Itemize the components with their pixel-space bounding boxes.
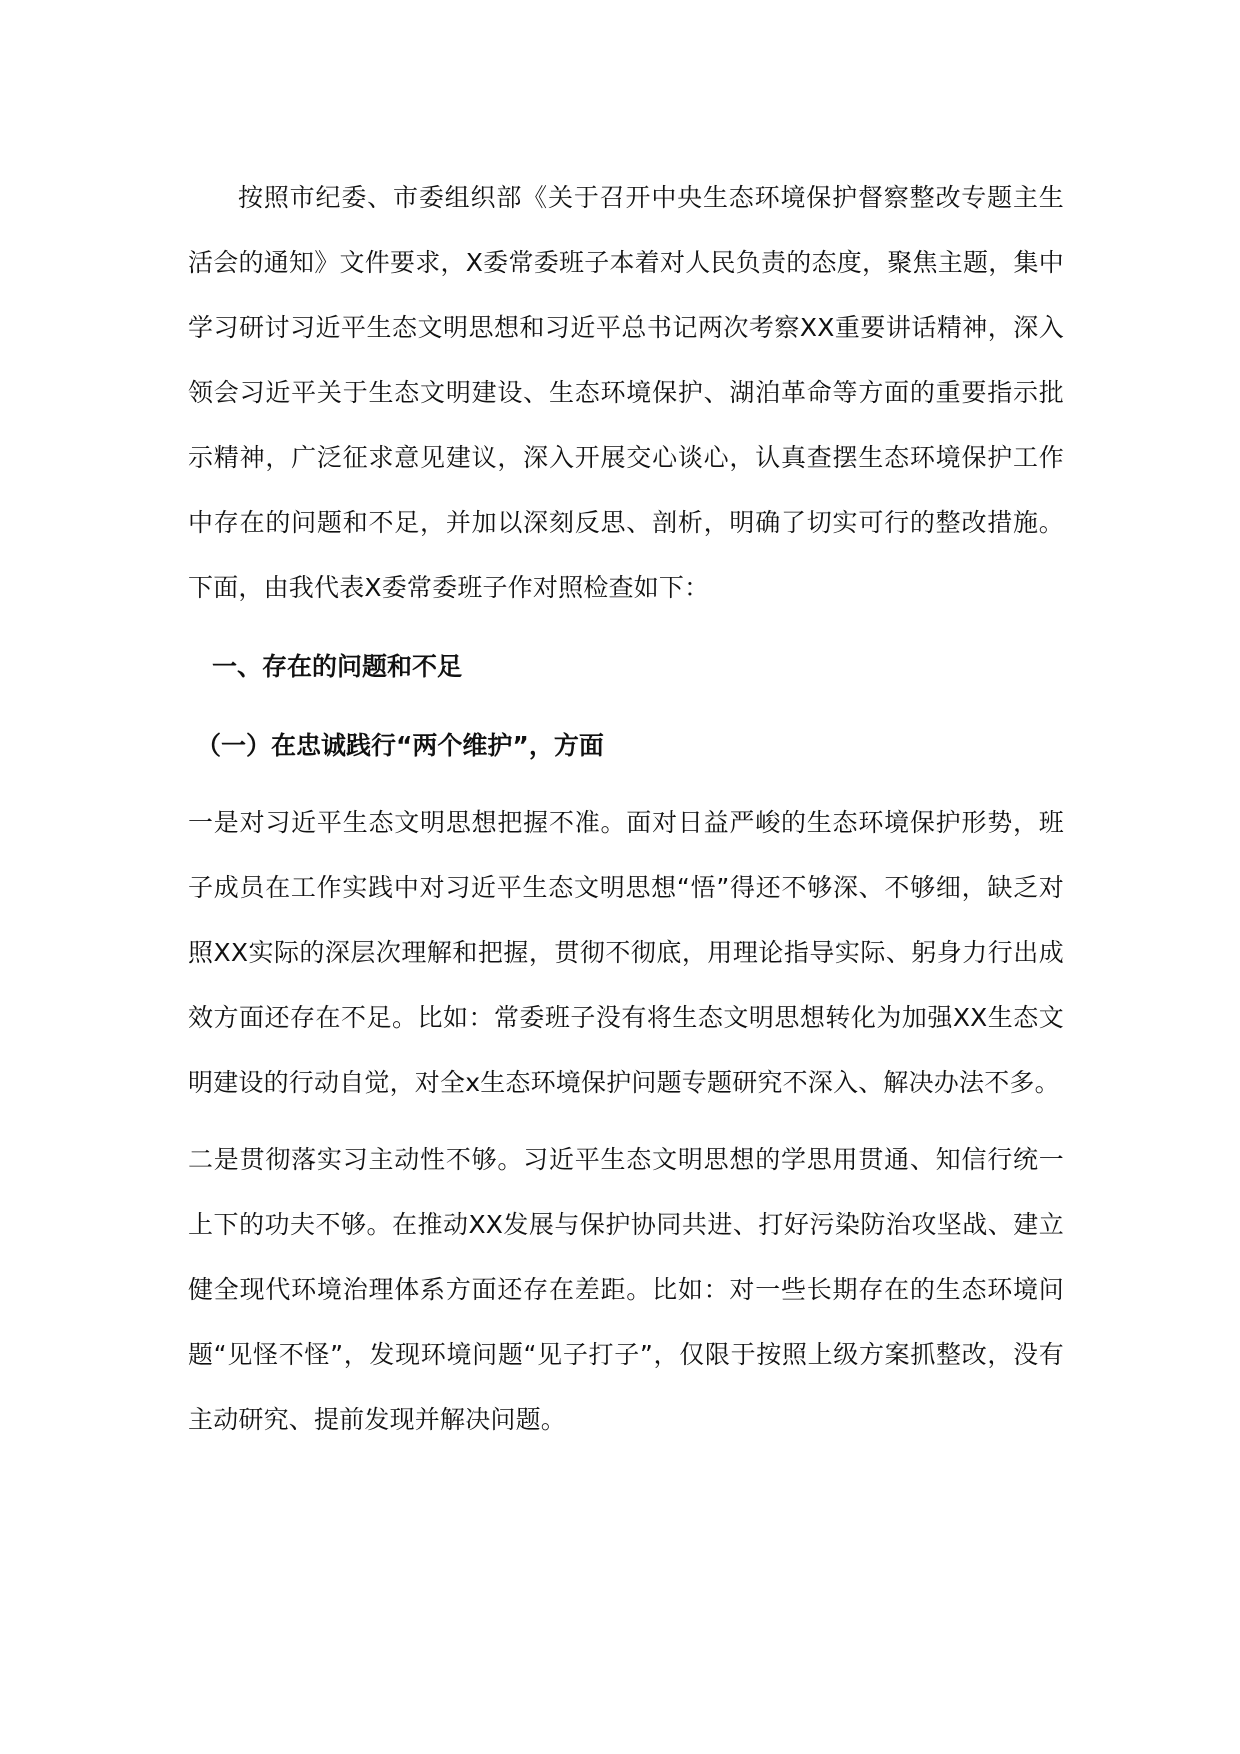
issue-paragraph-2: 二是贯彻落实习主动性不够。习近平生态文明思想的学思用贯通、知信行统一上下的功夫不够。在推动XX发展与保护协同共进、打好污染防治攻坚战、建立健全现代环境治理体系方面还存在差距。比如：对一些长期存在的生态环境问题“见怪不怪”，发现环境问题“见子打子”，仅限于按照上级方案抓整改，没有主动研究、提前发现并解决问题。 xyxy=(188,1145,1064,1434)
issue-paragraph-1: 一是对习近平生态文明思想把握不准。面对日益严峻的生态环境保护形势，班子成员在工作实践中对习近平生态文明思想“悟”得还不够深、不够细，缺乏对照XX实际的深层次理解和把握，贯彻不彻底，用理论指导实际、躬身力行出成效方面还存在不足。比如：常委班子没有将生态文明思想转化为加强XX生态文明建设的行动自觉，对全x生态环境保护问题专题研究不深入、解决办法不多。 xyxy=(188,808,1064,1097)
intro-paragraph: 按照市纪委、市委组织部《关于召开中央生态环境保护督察整改专题主生活会的通知》文件要求，X委常委班子本着对人民负责的态度，聚焦主题，集中学习研讨习近平生态文明思想和习近平总书记两次考察XX重要讲话精神，深入领会习近平关于生态文明建设、生态环境保护、湖泊革命等方面的重要指示批示精神，广泛征求意见建议，深入开展交心谈心，认真查摆生态环境保护工作中存在的问题和不足，并加以深刻反思、剖析，明确了切实可行的整改措施。下面，由我代表X委常委班子作对照检查如下： xyxy=(188,183,1064,602)
section-heading: 一、存在的问题和不足 xyxy=(212,652,463,681)
subsection-heading: （一）在忠诚践行“两个维护”，方面 xyxy=(196,731,604,760)
document-body xyxy=(188,165,1064,1452)
